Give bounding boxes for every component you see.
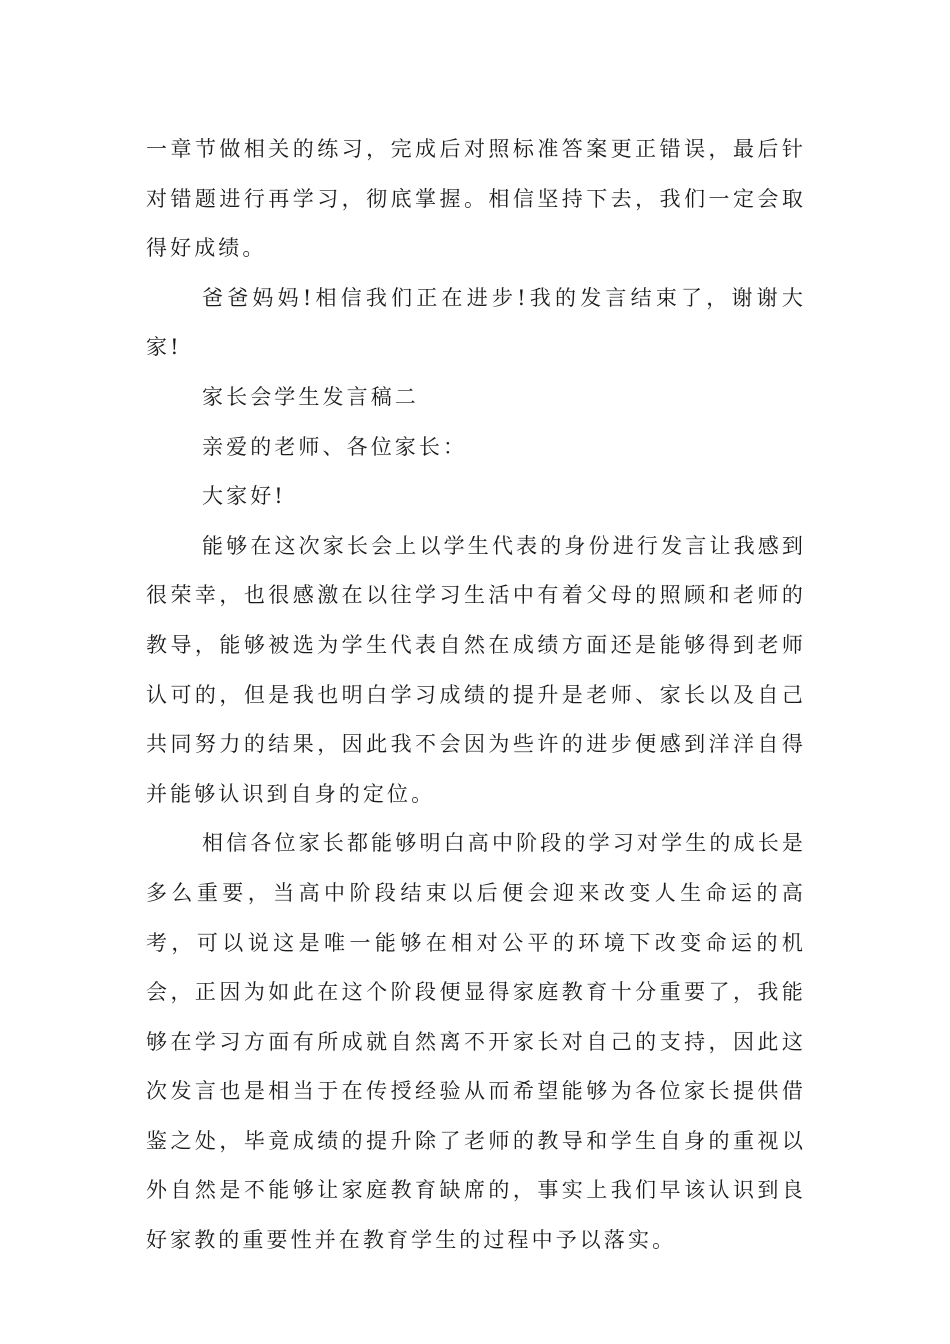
paragraph-body-1: 能够在这次家长会上以学生代表的身份进行发言让我感到很荣幸，也很感激在以往学习生活中有着父母的照顾和老师的教导，能够被选为学生代表自然在成绩方面还是能够得到老师认可的，但是我也明白学习成绩的提升是老师、家长以及自己共同努力的结果，因此我不会因为些许的进步便感到洋洋自得并能够认识到自身的定位。 xyxy=(146,533,806,806)
paragraph-closing-remark: 爸爸妈妈!相信我们正在进步!我的发言结束了，谢谢大家! xyxy=(146,285,806,360)
salutation: 亲爱的老师、各位家长： xyxy=(202,434,468,459)
paragraph-body-2: 相信各位家长都能够明白高中阶段的学习对学生的成长是多么重要，当高中阶段结束以后便会迎来改变人生命运的高考，可以说这是唯一能够在相对公平的环境下改变命运的机会，正因为如此在这个阶段便显得家庭教育十分重要了，我能够在学习方面有所成就自然离不开家长对自己的支持，因此这次发言也是相当于在传授经验从而希望能够为各位家长提供借鉴之处，毕竟成绩的提升除了老师的教导和学生自身的重视以外自然是不能够让家庭教育缺席的，事实上我们早该认识到良好家教的重要性并在教育学生的过程中予以落实。 xyxy=(146,831,806,1253)
section-heading: 家长会学生发言稿二 xyxy=(202,384,419,409)
document-page xyxy=(146,125,806,1266)
greeting: 大家好! xyxy=(202,484,286,509)
paragraph-continuation: 一章节做相关的练习，完成后对照标准答案更正错误，最后针对错题进行再学习，彻底掌握。相信坚持下去，我们一定会取得好成绩。 xyxy=(146,137,806,261)
